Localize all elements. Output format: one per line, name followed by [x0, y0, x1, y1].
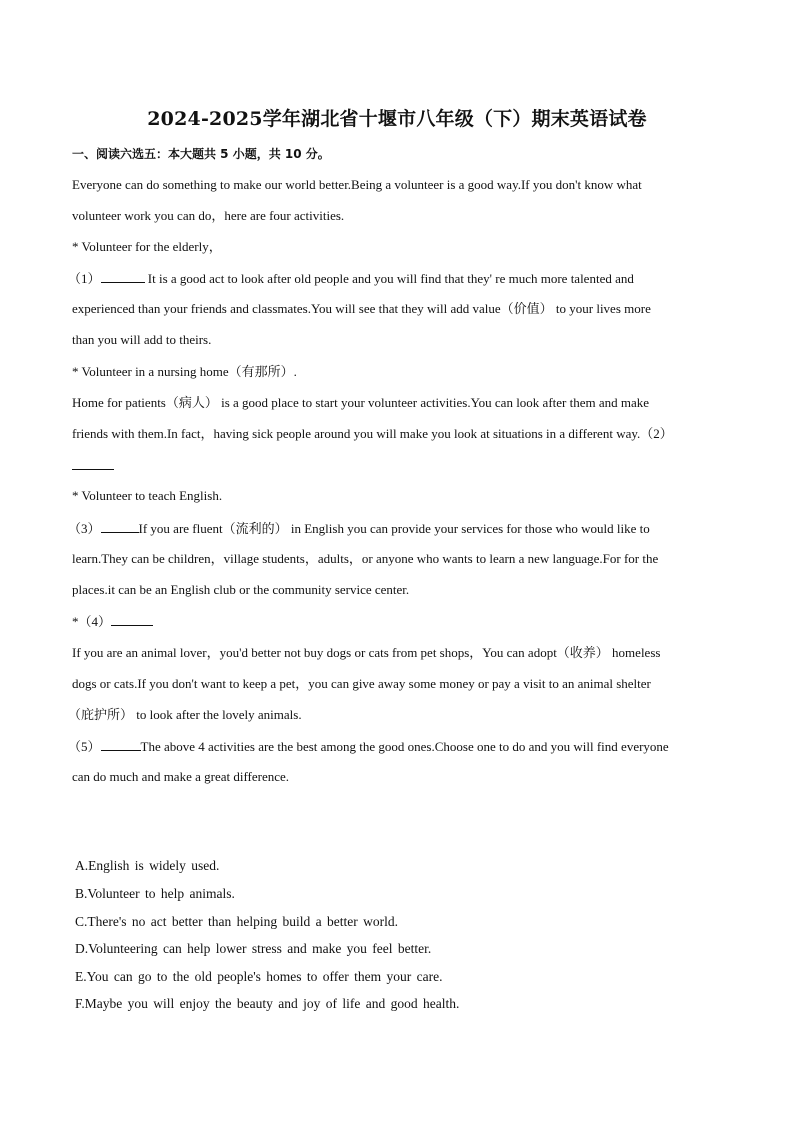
- passage-line: * Volunteer in a nursing home（有那所）.: [72, 364, 297, 379]
- answer-blank-1[interactable]: [101, 270, 145, 283]
- question-5-line: [68, 738, 669, 755]
- exam-title: 2024-2025学年湖北省十堰市八年级（下）期末英语试卷: [147, 108, 647, 130]
- option-d: D.Volunteering can help lower stress and make you feel better.: [75, 941, 432, 956]
- answer-blank-3[interactable]: [101, 520, 139, 533]
- passage-line: learn.They can be children，village students，adults，or anyone who wants to learn a new language.For for the: [72, 551, 659, 566]
- passage-line: experienced than your friends and classmates.You will see that they will add value（价值） to your lives more: [72, 301, 651, 316]
- question-4-number: *（4）: [72, 614, 112, 629]
- passage-line: places.it can be an English club or the community service center.: [72, 582, 410, 597]
- passage-line: dogs or cats.If you don't want to keep a pet，you can give away some money or pay a visit to an animal shelter: [72, 676, 651, 691]
- answer-blank-2[interactable]: [72, 457, 114, 470]
- passage-line: volunteer work you can do，here are four activities.: [72, 208, 345, 223]
- option-e: E.You can go to the old people's homes to offer them your care.: [75, 969, 443, 984]
- passage-line: Home for patients（病人） is a good place to start your volunteer activities.You can look after them and make: [72, 395, 650, 410]
- question-4-line: [72, 613, 153, 630]
- option-a: A.English is widely used.: [75, 858, 220, 873]
- passage-line: can do much and make a great difference.: [72, 769, 290, 784]
- question-3-number: （3）: [68, 521, 101, 536]
- option-b: B.Volunteer to help animals.: [75, 886, 235, 901]
- passage-line: friends with them.In fact，having sick people around you will make you look at situations in a different way.（2）: [72, 426, 673, 441]
- passage-line: than you will add to theirs.: [72, 332, 212, 347]
- passage-line: * Volunteer to teach English.: [72, 488, 223, 503]
- option-c: C.There's no act better than helping build a better world.: [75, 914, 398, 929]
- option-f: F.Maybe you will enjoy the beauty and joy of life and good health.: [75, 996, 460, 1011]
- question-3-line: [68, 520, 650, 537]
- passage-text: It is a good act to look after old people and you will find that they' re much more talented and: [144, 271, 634, 286]
- passage-line: Everyone can do something to make our world better.Being a volunteer is a good way.If you don't know what: [72, 177, 642, 192]
- passage-line: If you are an animal lover，you'd better not buy dogs or cats from pet shops，You can adopt（收养） homeless: [72, 645, 661, 660]
- section-heading: 一、阅读六选五：本大题共 5 小题，共 10 分。: [72, 147, 330, 161]
- answer-blank-4[interactable]: [111, 613, 153, 626]
- passage-line: * Volunteer for the elderly，: [72, 239, 222, 254]
- question-1-line: [68, 270, 634, 287]
- question-2-blank-line: [72, 457, 114, 474]
- answer-blank-5[interactable]: [101, 738, 141, 751]
- passage-line: （庇护所） to look after the lovely animals.: [68, 707, 302, 722]
- question-1-number: （1）: [68, 271, 101, 286]
- question-5-number: （5）: [68, 739, 101, 754]
- passage-text: If you are fluent（流利的） in English you can provide your services for those who would like to: [138, 521, 650, 536]
- passage-text: The above 4 activities are the best among the good ones.Choose one to do and you will find everyone: [140, 739, 669, 754]
